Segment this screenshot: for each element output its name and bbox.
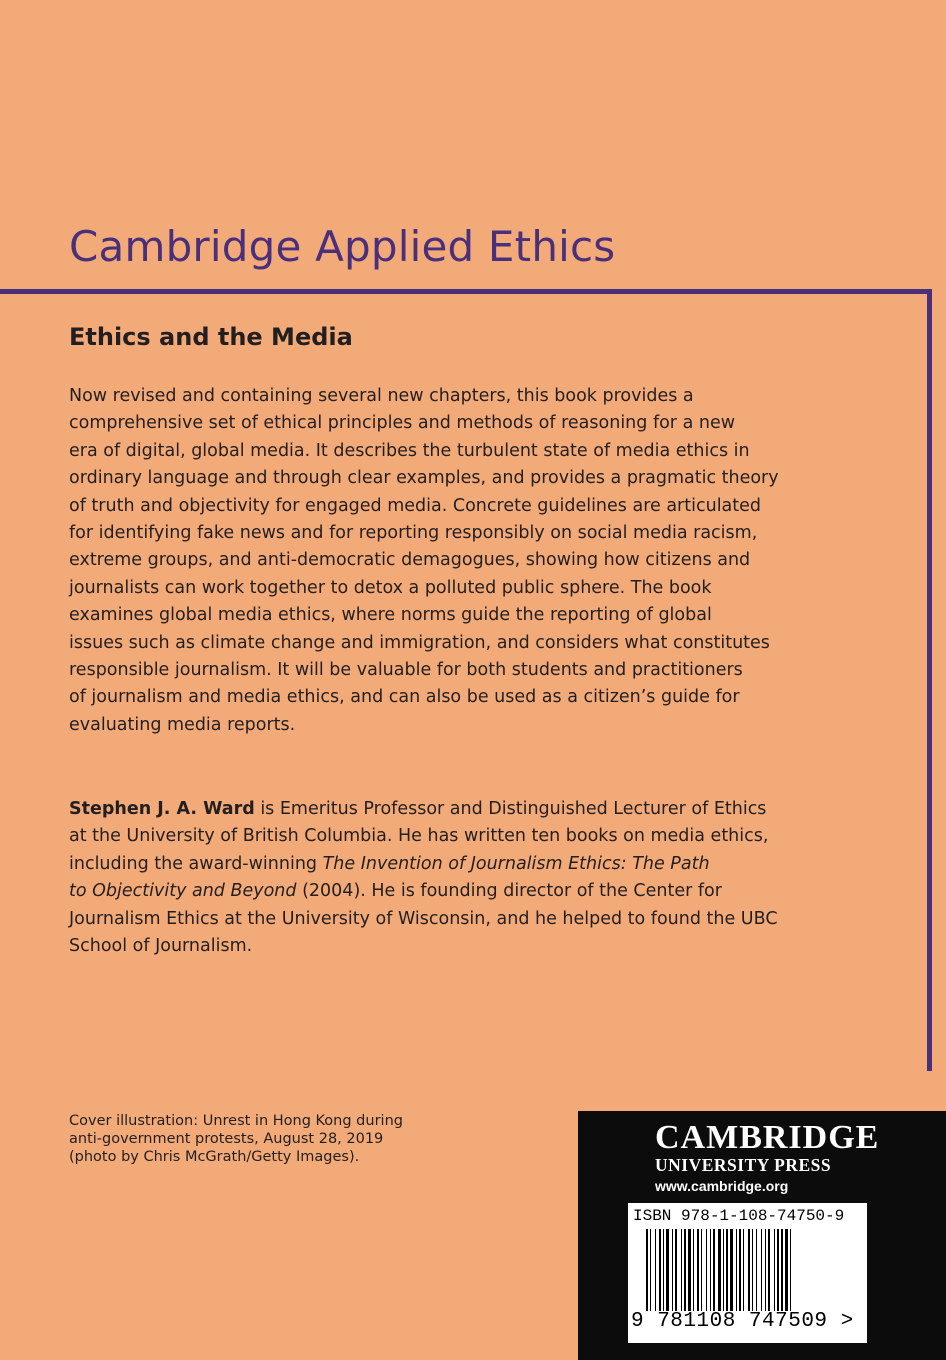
barcode-bar — [730, 1229, 733, 1311]
barcode-bar — [672, 1229, 673, 1311]
publisher-url: www.cambridge.org — [655, 1178, 789, 1194]
blurb-line: journalists can work together to detox a polluted public sphere. The book — [69, 577, 712, 598]
blurb-line: era of digital, global media. It describes the turbulent state of media ethics in — [69, 440, 750, 461]
barcode-bar — [681, 1229, 682, 1311]
barcode-bar — [765, 1229, 766, 1311]
barcode-bar — [777, 1229, 779, 1311]
barcode-bar — [659, 1229, 661, 1311]
cover-credit-line: (photo by Chris McGrath/Getty Images). — [69, 1149, 360, 1165]
barcode-card — [628, 1203, 867, 1343]
bio-text: including the award-winning — [69, 853, 323, 874]
vertical-rule — [927, 289, 932, 1071]
publisher-logo-subtitle: UNIVERSITY PRESS — [655, 1155, 832, 1175]
barcode-bar — [761, 1229, 762, 1311]
blurb-line: ordinary language and through clear examples, and provides a pragmatic theory — [69, 468, 779, 489]
barcode-bar — [655, 1229, 656, 1311]
bio-text: (2004). He is founding director of the Center for — [296, 881, 722, 902]
barcode-bar — [768, 1229, 770, 1311]
bio-line — [69, 878, 849, 905]
barcode-bar — [650, 1229, 651, 1311]
barcode-bar — [684, 1229, 686, 1311]
barcode-icon — [646, 1229, 846, 1311]
bio-text: is Emeritus Professor and Distinguished Lecturer of Ethics — [254, 799, 767, 819]
publisher-box — [578, 1111, 946, 1360]
bio-line: at the University of British Columbia. He has written ten books on media ethics, — [69, 826, 769, 847]
blurb-line: of truth and objectivity for engaged media. Concrete guidelines are articulated — [69, 495, 762, 516]
barcode-bar — [723, 1229, 724, 1311]
barcode-bar — [710, 1229, 711, 1311]
barcode-bar — [706, 1229, 707, 1311]
barcode-bar — [718, 1229, 721, 1311]
blurb-line: evaluating media reports. — [69, 714, 296, 735]
author-bio — [69, 796, 849, 960]
blurb-line: issues such as climate change and immigration, and considers what constitutes — [69, 632, 770, 653]
barcode-bar — [663, 1229, 664, 1311]
barcode-bar — [739, 1229, 741, 1311]
barcode-bar — [736, 1229, 737, 1311]
barcode-bar — [693, 1229, 694, 1311]
blurb-line: extreme groups, and anti-democratic demagogues, showing how citizens and — [69, 550, 751, 571]
bio-line: School of Journalism. — [69, 936, 253, 957]
author-name: Stephen J. A. Ward — [69, 799, 255, 819]
barcode-bar — [756, 1229, 757, 1311]
cover-credit — [69, 1112, 403, 1166]
book-reference: to Objectivity and Beyond — [69, 881, 297, 902]
blurb-line: responsible journalism. It will be valuable for both students and practitioners — [69, 660, 743, 681]
barcode-digits: 9 781108 747509 > — [631, 1310, 854, 1333]
isbn-label: ISBN 978-1-108-74750-9 — [633, 1207, 845, 1225]
barcode-bar — [774, 1229, 775, 1311]
barcode-bar — [666, 1229, 669, 1311]
blurb-line: comprehensive set of ethical principles and methods of reasoning for a new — [69, 413, 736, 434]
blurb-line: of journalism and media ethics, and can also be used as a citizen’s guide for — [69, 687, 740, 708]
barcode-bar — [697, 1229, 699, 1311]
barcode-bar — [646, 1229, 648, 1311]
barcode-bar — [752, 1229, 753, 1311]
blurb — [69, 383, 849, 739]
barcode-bar — [748, 1229, 750, 1311]
series-title: Cambridge Applied Ethics — [69, 222, 616, 271]
bio-line — [69, 796, 849, 823]
bio-line — [69, 851, 849, 878]
cover-credit-line: anti-government protests, August 28, 2019 — [69, 1131, 384, 1147]
barcode-bar — [790, 1229, 791, 1311]
barcode-bar — [713, 1229, 715, 1311]
barcode-bar — [781, 1229, 783, 1311]
barcode-bar — [743, 1229, 744, 1311]
book-title: Ethics and the Media — [69, 323, 353, 351]
blurb-line: examines global media ethics, where norms guide the reporting of global — [69, 605, 712, 626]
cover-credit-line: Cover illustration: Unrest in Hong Kong during — [69, 1113, 403, 1129]
book-reference: The Invention of Journalism Ethics: The Path — [322, 853, 710, 874]
publisher-logo-name: CAMBRIDGE — [655, 1119, 880, 1156]
blurb-line: Now revised and containing several new chapters, this book provides a — [69, 386, 694, 406]
barcode-bar — [701, 1229, 702, 1311]
bio-line: Journalism Ethics at the University of Wisconsin, and he helped to found the UBC — [69, 908, 778, 929]
barcode-bar — [726, 1229, 728, 1311]
barcode-bar — [785, 1229, 788, 1311]
horizontal-rule — [0, 289, 932, 294]
barcode-bar — [675, 1229, 677, 1311]
blurb-line: for identifying fake news and for reporting responsibly on social media racism, — [69, 523, 758, 544]
barcode-bar — [688, 1229, 691, 1311]
